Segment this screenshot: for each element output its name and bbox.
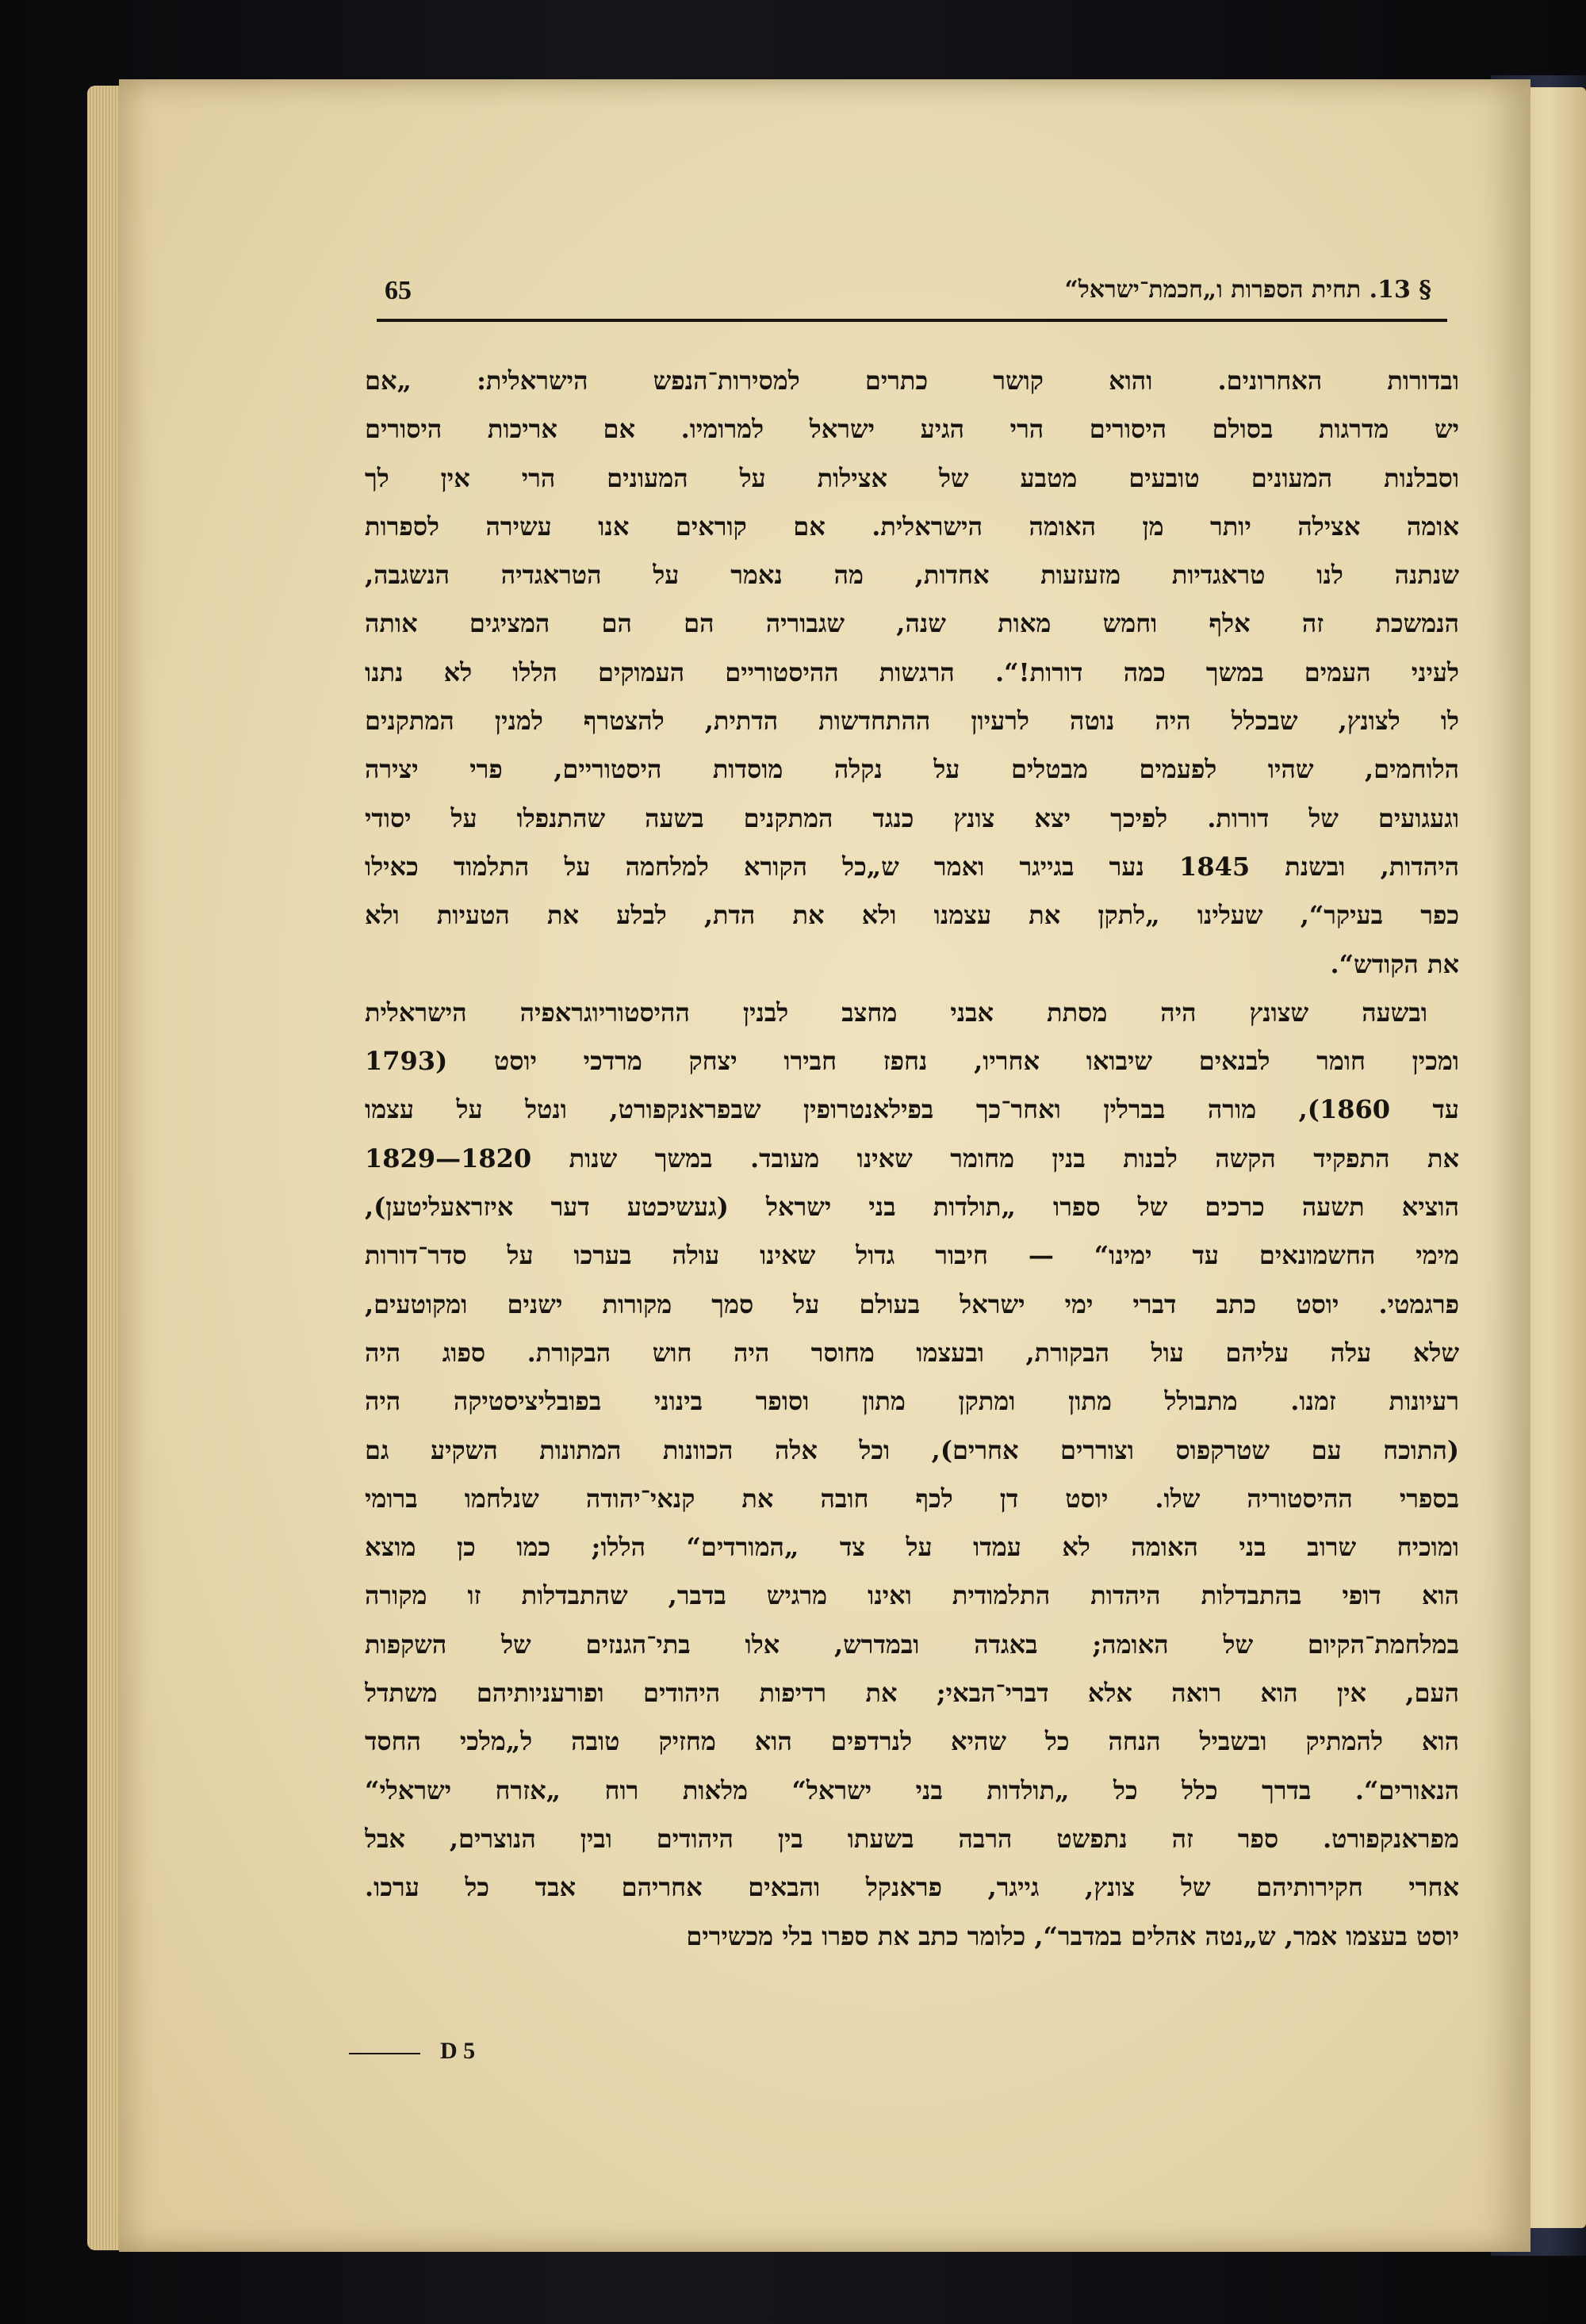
text-line: רעיונות זמנו. מתבולל מתון ומתקן מתון וסופר בינוני בפובליציסטיקה היה bbox=[365, 1386, 1459, 1417]
text-line: במלחמת־הקיום של האומה; באגדה ובמדרש, אלו בתי־הגנזים של השקפות bbox=[365, 1629, 1459, 1660]
text-line: כפר בעיקר“, שעלינו „לתקן את עצמנו ולא את הדת, לבלע את הטעיות ולא bbox=[365, 900, 1459, 931]
signature-mark: D 5 bbox=[440, 2038, 476, 2064]
text-line: ומוכיח שרוב בני האומה לא עמדו על צד „המורדים“ הללו; כמו כן מוצא bbox=[365, 1532, 1459, 1563]
text-line: בספרי ההיסטוריה שלו. יוסט דן לכף חובה את קנאי־יהודה שנלחמו ברומי bbox=[365, 1483, 1459, 1514]
text-line: את הקודש“. bbox=[1330, 948, 1459, 979]
text-line: את התפקיד הקשה לבנות בנין מחומר שאינו מעובד. במשך שנות 1820—1829 bbox=[365, 1143, 1459, 1173]
text-line: הנאורים“. בדרך כלל כל „תולדות בני ישראל“ מלאות רוח „אזרח ישראלי“ bbox=[365, 1775, 1459, 1805]
text-line: וסבלנות המעונים טובעים מטבע של אצילות על המעונים הרי אין לך bbox=[365, 462, 1459, 493]
text-line: ומכין חומר לבנאים שיבואו אחריו, נחפז חבירו יצחק מרדכי יוסט (1793 bbox=[365, 1046, 1459, 1077]
text-line: הוא להמתיק ובשביל הנחה כל שהיא לנרדפים הוא מחזיק טובה ל„מלכי החסד bbox=[365, 1726, 1459, 1757]
text-line: ובשעה שצונץ היה מסתת אבני מחצב לבנין ההיסטוריוגראפיה הישראלית bbox=[365, 997, 1427, 1028]
text-line: הנמשכת זה אלף וחמש מאות שנה, שגבוריה הם הם המציגים אותה bbox=[365, 608, 1459, 639]
text-line: וגעגועים של דורות. לפיכך יצא צונץ כנגד המתקנים בשעה שהתנפלו על יסודי bbox=[365, 802, 1459, 833]
text-line: אומה אצילה יותר מן האומה הישראלית. אם קוראים אנו עשירה לספרות bbox=[365, 511, 1459, 542]
text-line: לעיני העמים במשך כמה דורות!“. הרגשות ההיסטוריים העמוקים הללו לא נתנו bbox=[365, 657, 1459, 687]
text-line: הוא דופי בהתבדלות היהדות התלמודית ואינו מרגיש בדבר, שהתבדלות זו מקורה bbox=[365, 1580, 1459, 1611]
text-line: שלא עלה עליהם עול הבקורת, ובעצמו מחוסר היה חוש הבקורת. ספוג היה bbox=[365, 1337, 1459, 1368]
text-line: (התוכח עם שטרקפוס וצוררים אחרים), וכל אלה הכוונות המתונות השקיע גם bbox=[365, 1434, 1459, 1465]
text-line: אחרי חקירותיהם של צונץ, גייגר, פראנקל והבאים אחריהם אבד כל ערכו. bbox=[365, 1872, 1459, 1903]
text-line: יש מדרגות בסולם היסורים הרי הגיע ישראל למרומיו. אם אריכות היסורים bbox=[365, 414, 1459, 445]
page-number: 65 bbox=[385, 276, 412, 305]
running-head bbox=[385, 276, 1447, 311]
text-line: הוציא תשעה כרכים של ספרו „תולדות בני ישראל (געשיכטע דער איזראעליטען), bbox=[365, 1192, 1459, 1223]
header-rule bbox=[377, 319, 1447, 322]
text-line: ובדורות האחרונים. והוא קושר כתרים למסירות־הנפש הישראלית: „אם bbox=[365, 366, 1459, 396]
text-line: היהדות, ובשנת 1845 נער בגייגר ואמר ש„כל הקורא למלחמה על התלמוד כאילו bbox=[365, 851, 1459, 882]
text-line: מפראנקפורט. ספר זה נתפשט הרבה בשעתו בין היהודים ובין הנוצרים, אבל bbox=[365, 1823, 1459, 1854]
text-line: העם, אין הוא רואה אלא דברי־הבאי; את רדיפות היהודים ופורעניותיהם משתדל bbox=[365, 1678, 1459, 1709]
text-line: הלוחמים, שהיו לפעמים מבטלים על נקלה מוסדות היסטוריים, פרי יצירה bbox=[365, 754, 1459, 785]
text-line: עד 1860), מורה בברלין ואחר־כך בפילאנטרופין שבפראנקפורט, ונטל על עצמו bbox=[365, 1094, 1459, 1125]
footer-rule bbox=[349, 2053, 420, 2054]
text-line: יוסט בעצמו אמר, ש„נטה אהלים במדבר“, כלומר כתב את ספרו בלי מכשירים bbox=[686, 1920, 1459, 1951]
text-line: שנתנה לנו טראגדיות מזעזעות אחדות, מה נאמר על הטראגדיה הנשגבה, bbox=[365, 560, 1459, 591]
body-text bbox=[365, 357, 1459, 1961]
text-line: לו לצונץ, שבכלל היה נוטה לרעיון ההתחדשות הדתית, להצטרף למנין המתקנים bbox=[365, 706, 1459, 737]
text-line: מימי החשמונאים עד ימינו“ — חיבור גדול שאינו עולה בערכו על סדר־דורות bbox=[365, 1240, 1459, 1271]
text-line: פרגמטי. יוסט כתב דברי ימי ישראל בעולם על סמך מקורות ישנים ומקוטעים, bbox=[365, 1288, 1459, 1319]
chapter-heading: § 13. תחית הספרות ו„חכמת־ישראל“ bbox=[1064, 276, 1431, 304]
